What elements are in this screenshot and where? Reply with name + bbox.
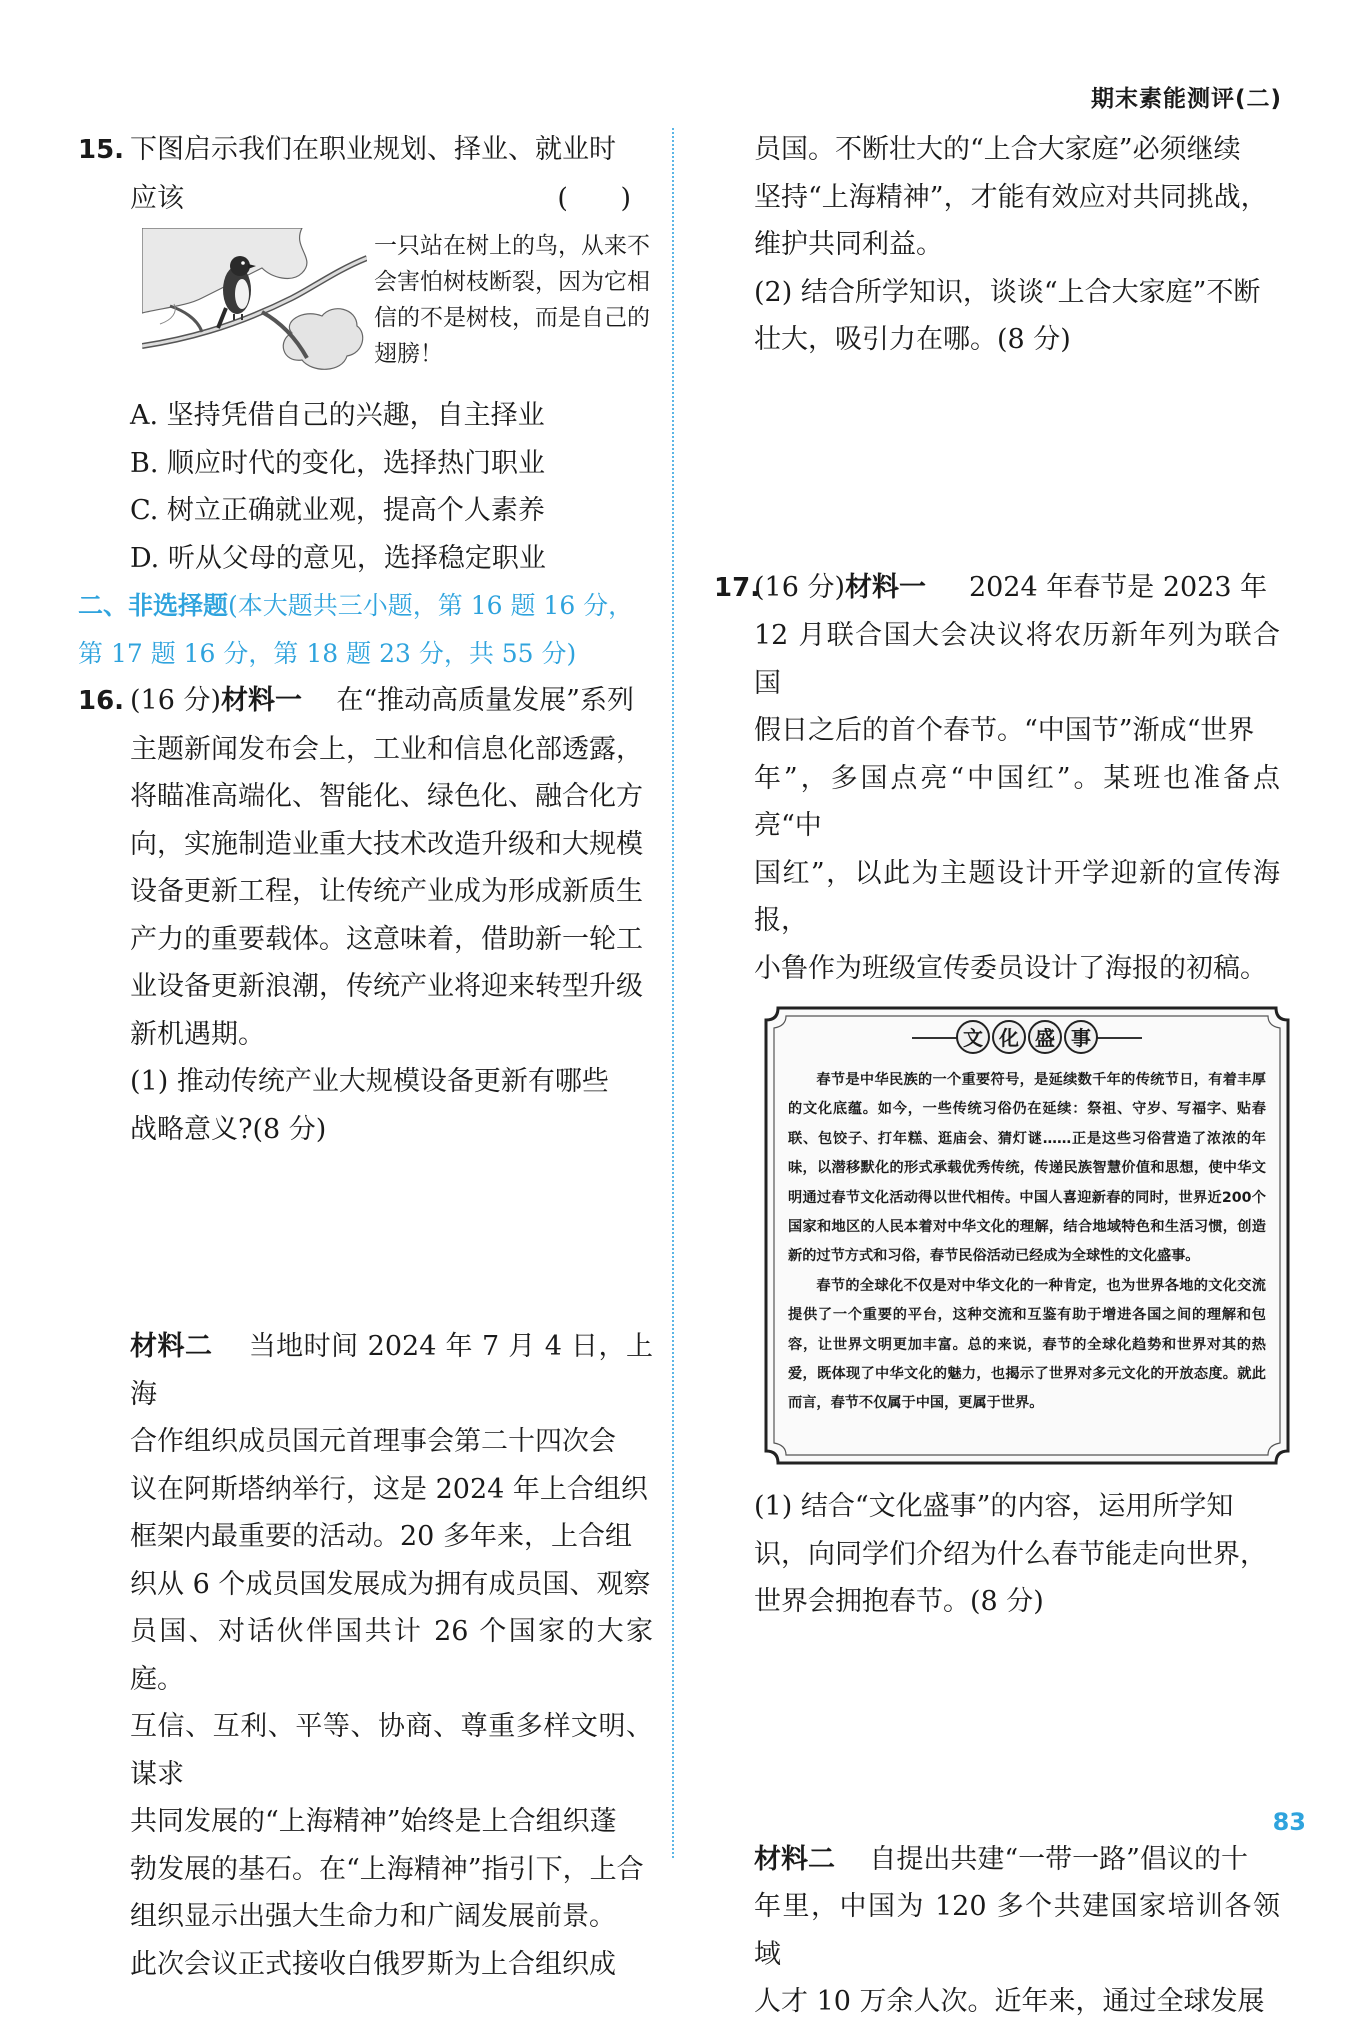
material-line: 向，实施制造业重大技术改造升级和大规模 <box>130 828 643 860</box>
section-2-heading <box>78 582 653 677</box>
question-number: 16. <box>78 686 125 716</box>
option-a[interactable]: A. 坚持凭借自己的兴趣，自主择业 <box>130 400 545 431</box>
option-c[interactable]: C. 树立正确就业观，提高个人素养 <box>130 495 545 526</box>
poster-title-char: 文 <box>956 1020 990 1054</box>
material-line: 人才 10 万余人次。近年来，通过全球发展 <box>754 1986 1265 2017</box>
material-line: 新机遇期。 <box>130 1018 265 1050</box>
material-label: 材料一 <box>845 571 927 603</box>
question-stem-cont: 应该 <box>130 182 184 214</box>
material-line: 合作组织成员国元首理事会第二十四次会 <box>130 1426 616 1457</box>
option-d[interactable]: D. 听从父母的意见，选择稳定职业 <box>130 542 546 574</box>
answer-space[interactable] <box>714 364 1280 564</box>
material-line: 维护共同利益。 <box>754 229 943 260</box>
material-line: 勃发展的基石。在“上海精神”指引下，上合 <box>130 1853 644 1885</box>
section-note-1: (本大题共三小题，第 16 题 16 分， <box>228 591 634 620</box>
option-b[interactable]: B. 顺应时代的变化，选择热门职业 <box>130 447 546 479</box>
question-score: (16 分) <box>754 571 846 603</box>
material-line: 年”，多国点亮“中国红”。某班也准备点亮“中 <box>754 762 1280 841</box>
material-line: 织从 6 个成员国发展成为拥有成员国、观察 <box>130 1568 651 1600</box>
sub-question-1-cont: 世界会拥抱春节。(8 分) <box>754 1586 1044 1617</box>
bird-illustration <box>142 228 653 386</box>
material-line: 假日之后的首个春节。“中国节”渐成“世界 <box>754 715 1255 746</box>
material-line: 小鲁作为班级宣传委员设计了海报的初稿。 <box>754 952 1267 984</box>
question-15 <box>78 126 653 582</box>
poster-title-char: 盛 <box>1028 1020 1062 1054</box>
sub-question-2: (2) 结合所学知识，谈谈“上合大家庭”不断 <box>754 276 1261 308</box>
sub-question-2-cont: 壮大，吸引力在哪。(8 分) <box>754 324 1071 355</box>
question-stem: 下图启示我们在职业规划、择业、就业时 <box>130 134 616 165</box>
material-line: 组织显示出强大生命力和广阔发展前景。 <box>130 1901 616 1932</box>
material-line: 主题新闻发布会上，工业和信息化部透露， <box>130 733 643 765</box>
section-title: 二、非选择题 <box>78 591 229 620</box>
material-line: 国红”，以此为主题设计开学迎新的宣传海报， <box>754 857 1280 936</box>
question-score: (16 分) <box>130 685 222 716</box>
question-16 <box>78 677 653 1988</box>
poster-title-char: 事 <box>1064 1020 1098 1054</box>
poster-paragraph: 春节是中华民族的一个重要符号，是延续数千年的传统节日，有着丰厚的文化底蕴。如今，一些传统习俗仍在延续：祭祖、守岁、写福字、贴春联、包饺子、打年糕、逛庙会、猜灯谜……正是这些习俗营造了浓浓的年味，以潜移默化的形式承载优秀传统，传递民族智慧价值和思想，使中华文明通过春节文化活动得以世代相传。中国人喜迎新春的同时，世界近200个国家和地区的人民本着对中华文化的理解，结合地域特色和生活习惯，创造新的过节方式和习俗，春节民俗活动已经成为全球性的文化盛事。 <box>788 1072 1266 1265</box>
material-line: 坚持“上海精神”，才能有效应对共同挑战， <box>754 181 1268 213</box>
poster-title <box>762 1020 1292 1056</box>
question-16-continued <box>714 126 1280 364</box>
material-line: 2024 年春节是 2023 年 <box>968 571 1268 603</box>
sub-question-1: (1) 结合“文化盛事”的内容，运用所学知 <box>754 1491 1234 1522</box>
poster-paragraph: 春节的全球化不仅是对中华文化的一种肯定，也为世界各地的文化交流提供了一个重要的平台，这种交流和互鉴有助于增进各国之间的理解和包容，让世界文明更加丰富。总的来说，春节的全球化趋势和世界对其的热爱，既体现了中华文化的魅力，也揭示了世界对多元文化的开放态度。就此而言，春节不仅属于中国，更属于世界。 <box>788 1277 1266 1412</box>
answer-space[interactable] <box>78 1153 653 1323</box>
material-line: 员国、对话伙伴国共计 26 个国家的大家庭。 <box>130 1616 653 1695</box>
material-line: 自提出共建“一带一路”倡议的十 <box>869 1843 1248 1875</box>
material-line: 当地时间 2024 年 7 月 4 日，上海 <box>130 1331 653 1410</box>
page-number: 83 <box>1272 1808 1306 1836</box>
material-line: 框架内最重要的活动。20 多年来，上合组 <box>130 1521 632 1552</box>
question-number: 15. <box>78 135 125 165</box>
material-line: 议在阿斯塔纳举行，这是 2024 年上合组织 <box>130 1473 648 1505</box>
material-line: 年里，中国为 120 多个共建国家培训各领域 <box>754 1891 1280 1970</box>
sub-question-1: (1) 推动传统产业大规模设备更新有哪些 <box>130 1066 609 1097</box>
material-line: 12 月联合国大会决议将农历新年列为联合国 <box>754 620 1280 699</box>
illustration-caption: 一只站在树上的鸟，从来不会害怕树枝断裂，因为它相信的不是树枝，而是自己的翅膀！ <box>374 233 650 367</box>
material-line: 此次会议正式接收白俄罗斯为上合组织成 <box>130 1948 616 1980</box>
material-line: 产力的重要载体。这意味着，借助新一轮工 <box>130 923 643 955</box>
material-line: 将瞄准高端化、智能化、绿色化、融合化方 <box>130 781 643 812</box>
sub-question-1-cont: 战略意义?(8 分) <box>130 1113 327 1145</box>
poster-body <box>788 1066 1266 1419</box>
answer-space[interactable] <box>714 1626 1280 1836</box>
material-line: 员国。不断壮大的“上合大家庭”必须继续 <box>754 134 1241 165</box>
poster-title-char: 化 <box>992 1020 1026 1054</box>
page-header-title: 期末素能测评(二) <box>1090 86 1282 112</box>
material-label: 材料二 <box>130 1331 213 1362</box>
section-note-2: 第 17 题 16 分，第 18 题 23 分，共 55 分) <box>78 638 577 668</box>
question-number: 17. <box>714 572 761 603</box>
material-line: 共同发展的“上海精神”始终是上合组织蓬 <box>130 1806 617 1837</box>
material-line: 设备更新工程，让传统产业成为形成新质生 <box>130 876 643 907</box>
left-column <box>78 126 653 1988</box>
culture-poster <box>762 1004 1292 1467</box>
question-17 <box>714 564 1280 2026</box>
answer-bracket[interactable]: ( ) <box>557 182 653 214</box>
column-divider <box>672 128 674 1858</box>
sub-question-1-cont: 识，向同学们介绍为什么春节能走向世界， <box>754 1538 1267 1570</box>
right-column <box>714 126 1280 2026</box>
bird-on-branch-icon <box>142 228 367 378</box>
material-label: 材料二 <box>754 1843 835 1875</box>
material-line: 互信、互利、平等、协商、尊重多样文明、谋求 <box>130 1711 653 1790</box>
material-line: 业设备更新浪潮，传统产业将迎来转型升级 <box>130 971 643 1002</box>
material-label: 材料一 <box>221 685 303 716</box>
material-line: 在“推动高质量发展”系列 <box>336 685 634 716</box>
